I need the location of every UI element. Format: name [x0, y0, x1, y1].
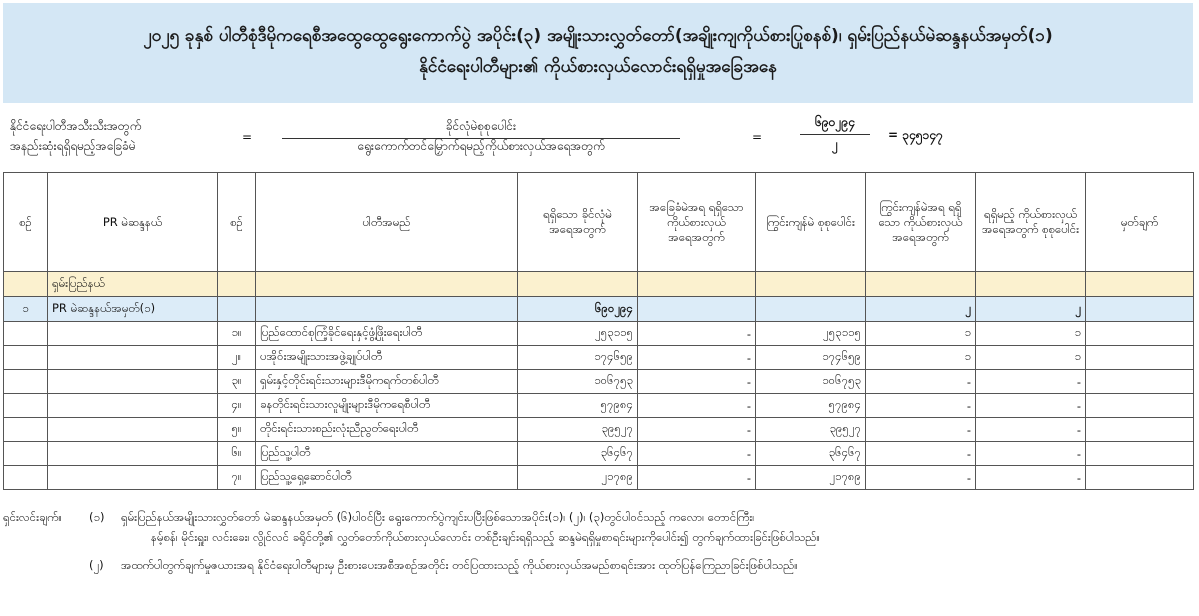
table-header	[4, 173, 1194, 272]
row-total: -	[976, 418, 1086, 442]
row-no: ၅။	[218, 418, 256, 442]
note-1-label: (၁)	[89, 510, 105, 524]
formula-denominator: ရွေးကောက်တင်မြှောက်ရမည့်ကိုယ်စားလှယ်အရေအတွက်	[357, 139, 605, 153]
row-base: -	[638, 346, 756, 370]
row-party: ပြည်သူ့ရှေ့ဆောင်ပါတီ	[256, 466, 518, 490]
row-remainder-seats: ၁	[866, 322, 976, 346]
row-base: -	[638, 418, 756, 442]
row-total: -	[976, 394, 1086, 418]
formula-left-line2: အနည်းဆုံးရရှိရမည့်အခြေခံမဲ	[10, 139, 136, 153]
row-party: ပအိုဝ်းအမျိုးသားအဖွဲ့ချုပ်ပါတီ	[256, 346, 518, 370]
quota-formula	[0, 108, 1199, 172]
row-votes: ၁၇၄၆၅၉	[518, 346, 638, 370]
row-party: ပြည်ထောင်စုကြံ့ခိုင်ရေးနှင့်ဖွံ့ဖြိုးရေးပါတီ	[256, 322, 518, 346]
row-base: -	[638, 322, 756, 346]
summary-valid-votes: ၆၉၀၂၉၄	[518, 297, 638, 322]
formula-value-denominator: ၂	[832, 137, 838, 151]
row-votes: ၂၅၃၁၁၅	[518, 322, 638, 346]
summary-row	[4, 297, 1194, 322]
row-base: -	[638, 394, 756, 418]
row-party: ခနတိုင်းရင်းသားလူမျိုးများဒီမိုကရေစီပါတီ	[256, 394, 518, 418]
page-title: ၂၀၂၅ ခုနှစ် ပါတီစုံဒီမိုကရေစီအထွေထွေရွေးကောက်ပွဲ အပိုင်း(၃) အမျိုးသားလွှတ်တော်(အချိုးကျကိုယ်စားပြုစနစ်)၊ ရှမ်းပြည်နယ်မဲဆန္ဒနယ်အမှတ်(၁)	[143, 26, 1053, 46]
header-valid-votes: ရရှိသော ခိုင်လုံမဲ အရေအတွက်	[518, 173, 638, 272]
row-no: ၁။	[218, 322, 256, 346]
formula-equals: =	[242, 130, 253, 144]
row-remainder-seats: ၁	[866, 346, 976, 370]
header-remainder-seats: ကြွင်းကျန်မဲအရ ရရှိသော ကိုယ်စားလှယ် အရေအတွက်	[866, 173, 976, 272]
summary-constituency: PR မဲဆန္ဒနယ်အမှတ်(၁)	[48, 297, 218, 322]
row-remainder-seats: -	[866, 394, 976, 418]
formula-result: = ၃၄၅၁၄၇	[888, 128, 943, 142]
formula-numerator: ခိုင်လုံမဲစုစုပေါင်း	[282, 118, 680, 139]
table-row	[4, 466, 1194, 490]
formula-equals-2: =	[752, 130, 763, 144]
row-base: -	[638, 442, 756, 466]
row-no: ၇။	[218, 466, 256, 490]
row-remainder: ၂၁၇၈၉	[756, 466, 866, 490]
row-remainder-seats: -	[866, 370, 976, 394]
row-remainder-seats: -	[866, 442, 976, 466]
row-base: -	[638, 370, 756, 394]
header-party: ပါတီအမည်	[256, 173, 518, 272]
results-table	[3, 172, 1194, 490]
note-1-line2: နမ့်စန်၊ မိုင်းရှူး၊ လင်းခေး၊ လွိုင်လင် ခရိုင်တို့၏ လွှတ်တော်ကိုယ်စားလှယ်လောင်း တစ်ဦးချင်းရရှိသည့် ဆန္ဒမဲရရှိမှုစာရင်းများကိုပေါင်း၍ တွက်ချက်ထားခြင်းဖြစ်ပါသည်။	[151, 530, 821, 544]
row-no: ၂။	[218, 346, 256, 370]
header-base-seats: အခြေခံမဲအရ ရရှိသော ကိုယ်စားလှယ် အရေအတွက်	[638, 173, 756, 272]
header-remainder: ကြွင်းကျန်မဲ စုစုပေါင်း	[756, 173, 866, 272]
row-total: ၁	[976, 322, 1086, 346]
table-row	[4, 370, 1194, 394]
title-banner	[3, 3, 1193, 103]
row-total: -	[976, 442, 1086, 466]
row-remainder: ၂၅၃၁၁၅	[756, 322, 866, 346]
table-row	[4, 418, 1194, 442]
row-party: ရှမ်းနှင့်တိုင်းရင်းသားများဒီမိုကရက်တစ်ပါတီ	[256, 370, 518, 394]
row-remainder-seats: -	[866, 418, 976, 442]
summary-total-seats: ၂	[976, 297, 1086, 322]
header-no2: စဉ်	[218, 173, 256, 272]
row-total: -	[976, 370, 1086, 394]
row-remainder: ၁၇၄၆၅၉	[756, 346, 866, 370]
note-2-label: (၂)	[89, 558, 104, 572]
formula-value-numerator: ၆၉၀၂၉၄	[800, 114, 870, 135]
row-remainder: ၁၀၆၇၅၃	[756, 370, 866, 394]
header-total-seats: ရရှိမည့် ကိုယ်စားလှယ် အရေအတွက် စုစုပေါင်း	[976, 173, 1086, 272]
row-total: -	[976, 466, 1086, 490]
row-base: -	[638, 466, 756, 490]
row-votes: ၁၀၆၇၅၃	[518, 370, 638, 394]
region-name: ရှမ်းပြည်နယ်	[48, 272, 218, 297]
row-votes: ၃၆၄၆၇	[518, 442, 638, 466]
formula-left-line1: နိုင်ငံရေးပါတီအသီးသီးအတွက်	[10, 119, 142, 133]
row-remainder: ၅၇၉၈၄	[756, 394, 866, 418]
note-2-line1: အထက်ပါတွက်ချက်မှုဇယားအရ နိုင်ငံရေးပါတီများမှ ဦးစားပေးအစီအစဉ်အတိုင်း တင်ပြထားသည့် ကိုယ်စားလှယ်အမည်စာရင်းအား ထုတ်ပြန်ကြေညာခြင်းဖြစ်ပါသည်။	[121, 558, 798, 572]
summary-remainder-seats: ၂	[866, 297, 976, 322]
page-subtitle: နိုင်ငံရေးပါတီများ၏ ကိုယ်စားလှယ်လောင်းရရှိမှုအခြေအနေ	[419, 57, 777, 77]
row-party: တိုင်းရင်းသားစည်းလုံးညီညွတ်ရေးပါတီ	[256, 418, 518, 442]
row-no: ၆။	[218, 442, 256, 466]
header-constituency: PR မဲဆန္ဒနယ်	[48, 173, 218, 272]
row-votes: ၂၁၇၈၉	[518, 466, 638, 490]
notes-label: ရှင်းလင်းချက်။	[3, 510, 63, 524]
summary-no: ၁	[4, 297, 48, 322]
row-no: ၄။	[218, 394, 256, 418]
note-1-line1: ရှမ်းပြည်နယ်အမျိုးသားလွှတ်တော် မဲဆန္ဒနယ်အမှတ် (၆)ပါဝင်ပြီး ရွေးကောက်ပွဲကျင်းပပြီးဖြစ်သောအပိုင်း(၁)၊ (၂)၊ (၃)တွင်ပါဝင်သည့် ကလော၊ တောင်ကြီး၊	[121, 510, 755, 524]
region-row	[4, 272, 1194, 297]
row-votes: ၃၉၅၂၇	[518, 418, 638, 442]
row-remainder: ၃၆၄၆၇	[756, 442, 866, 466]
row-remainder-seats: -	[866, 466, 976, 490]
header-no: စဉ်	[4, 173, 48, 272]
table-row	[4, 442, 1194, 466]
row-total: ၁	[976, 346, 1086, 370]
table-row	[4, 346, 1194, 370]
row-votes: ၅၇၉၈၄	[518, 394, 638, 418]
row-remainder: ၃၉၅၂၇	[756, 418, 866, 442]
row-no: ၃။	[218, 370, 256, 394]
table-row	[4, 322, 1194, 346]
row-party: ပြည်သူ့ပါတီ	[256, 442, 518, 466]
header-remarks: မှတ်ချက်	[1086, 173, 1194, 272]
table-row	[4, 394, 1194, 418]
